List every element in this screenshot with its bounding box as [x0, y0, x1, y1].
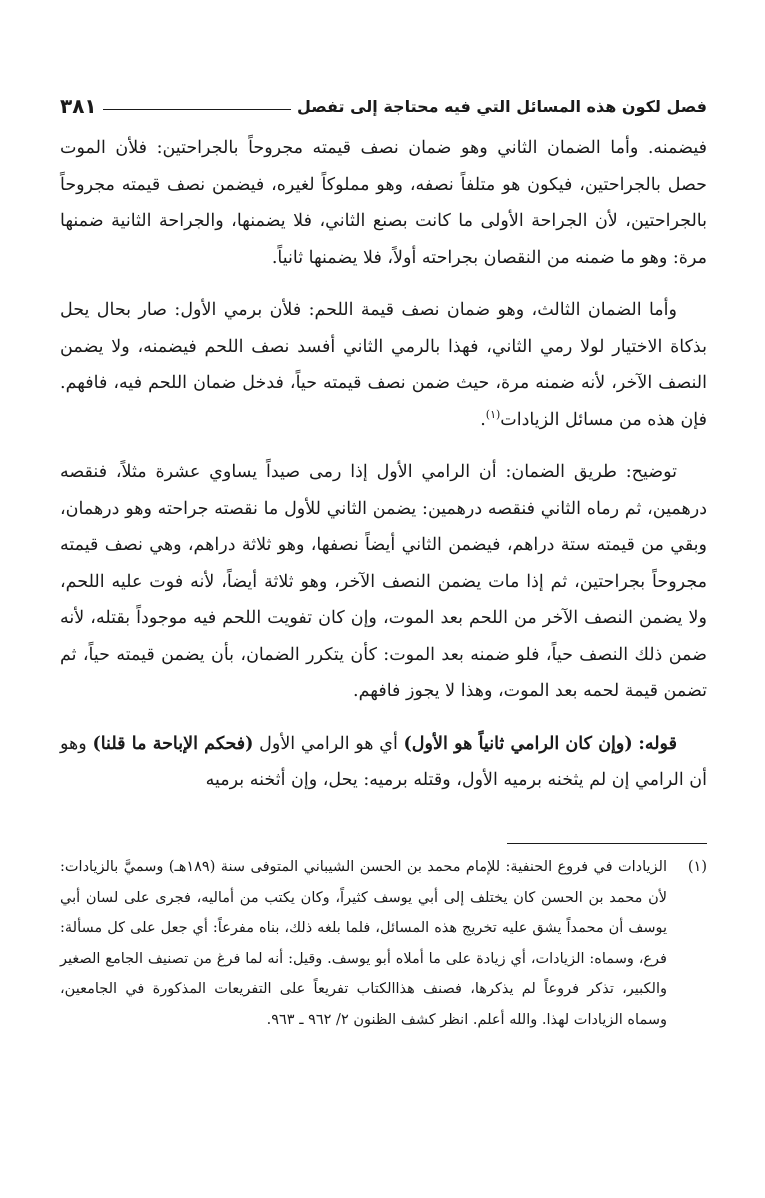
footnote-text: الزيادات في فروع الحنفية: للإمام محمد بن الحسن الشيباني المتوفى سنة (١٨٩هـ) وسميَّ بالزيادات: لأن محمد بن الحسن كان يختلف إلى أبي يوسف كثيراً، وكان يكتب من أماليه، فجرى على لسان أبي يوسف أن محمداً يشق عليه تخريج هذه المسائل، فلما بلغه ذلك، بناه مفرعاً: أي جعل على كل مسألة: فرع، وسماه: الزيادات، أي زيادة على ما أملاه أبو يوسف. وقيل: أنه لما فرغ من تصنيف الجامع الصغير والكبير، تذكر فروعاً لم يذكرها، فصنف هذاالكتاب تفريعاً على التفريعات المذكورة في الجامعين، وسماه الزيادات لهذا. والله أعلم. انظر كشف الظنون ٢/ ٩٦٢ ـ ٩٦٣.: [60, 859, 668, 1028]
quoted-phrase-1: (وإن كان الرامي ثانياً هو الأول): [403, 733, 633, 754]
paragraph-1: [60, 130, 707, 276]
paragraph-4-mid-1: أي هو الرامي الأول: [253, 733, 404, 754]
footnote-item: [60, 852, 707, 1035]
running-header: [60, 88, 707, 118]
paragraph-4-mid-2: وهو أن الرامي إن لم يثخنه برميه الأول، وقتله برميه: يحل، وإن أثخنه برميه: [60, 733, 707, 790]
paragraph-3-text: توضيح: طريق الضمان: أن الرامي الأول إذا رمى صيداً يساوي عشرة مثلاً، فنقصه درهمين، ثم رماه الثاني فنقصه درهمين: يضمن الثاني للأول ما نقصته جراحته وهو درهمان، وبقي من قيمته ستة دراهم، فيضمن الثاني أيضاً نصفها، وهو ثلاثة دراهم، وهي نصف قيمته مجروحاً بجراحتين، ثم إذا مات يضمن النصف الآخر، وهو ثلاثة أيضاً، لأنه فوت عليه اللحم، ولا يضمن النصف الآخر من اللحم بعد الموت، وإن كان تفويت اللحم فيه موجوداً بقتله، لأنه ضمن ذلك النصف حياً، فلو ضمنه بعد الموت: كأن يتكرر الضمان، بأن يضمن قيمته حياً، ثم تضمن قيمة لحمه بعد الموت، وهذا لا يجوز فافهم.: [60, 462, 707, 701]
quote-label: قوله:: [638, 733, 677, 754]
paragraph-3: [60, 454, 707, 710]
header-title: فصل لكون هذه المسائل التي فيه محتاجة إلى تفصل: [296, 97, 707, 116]
header-rule: [103, 109, 291, 110]
footnote-number: (١): [687, 859, 707, 875]
quoted-phrase-2: (فحكم الإباحة ما قلنا): [92, 733, 254, 754]
paragraph-2-text: وأما الضمان الثالث، وهو ضمان نصف قيمة اللحم: فلأن برمي الأول: صار بحال يحل بذكاة الاختيار لولا رمي الثاني، فهذا بالرمي الثاني أفسد نصف اللحم فيضمنه، ولا يضمن النصف الآخر، لأنه ضمنه مرة، حيث ضمن نصف قيمته حياً، فدخل ضمان اللحم فيه، فافهم. فإن هذه من مسائل الزيادات: [60, 300, 707, 430]
paragraph-2: [60, 292, 707, 438]
paragraph-2-tail: .: [480, 409, 486, 430]
footnote-separator: [507, 843, 707, 844]
paragraph-1-text: فيضمنه. وأما الضمان الثاني وهو ضمان نصف قيمته مجروحاً بالجراحتين: فلأن الموت حصل بالجراحتين، فيكون هو متلفاً نصفه، وهو مملوكاً لغيره، فيضمن نصف قيمته مجروحاً بالجراحتين، لأن الجراحة الأولى ما كانت بصنع الثاني، فلا يضمنها، والجراحة الثانية ضمنها مرة: وهو ما ضمنه من النقصان بجراحته أولاً، فلا يضمنها ثانياً.: [60, 138, 707, 268]
page-number: ٣٨١: [60, 94, 97, 118]
footnotes: [60, 852, 707, 1035]
footnote-ref[interactable]: (١): [485, 407, 501, 421]
paragraph-4: [60, 726, 707, 799]
main-text: [60, 130, 707, 799]
